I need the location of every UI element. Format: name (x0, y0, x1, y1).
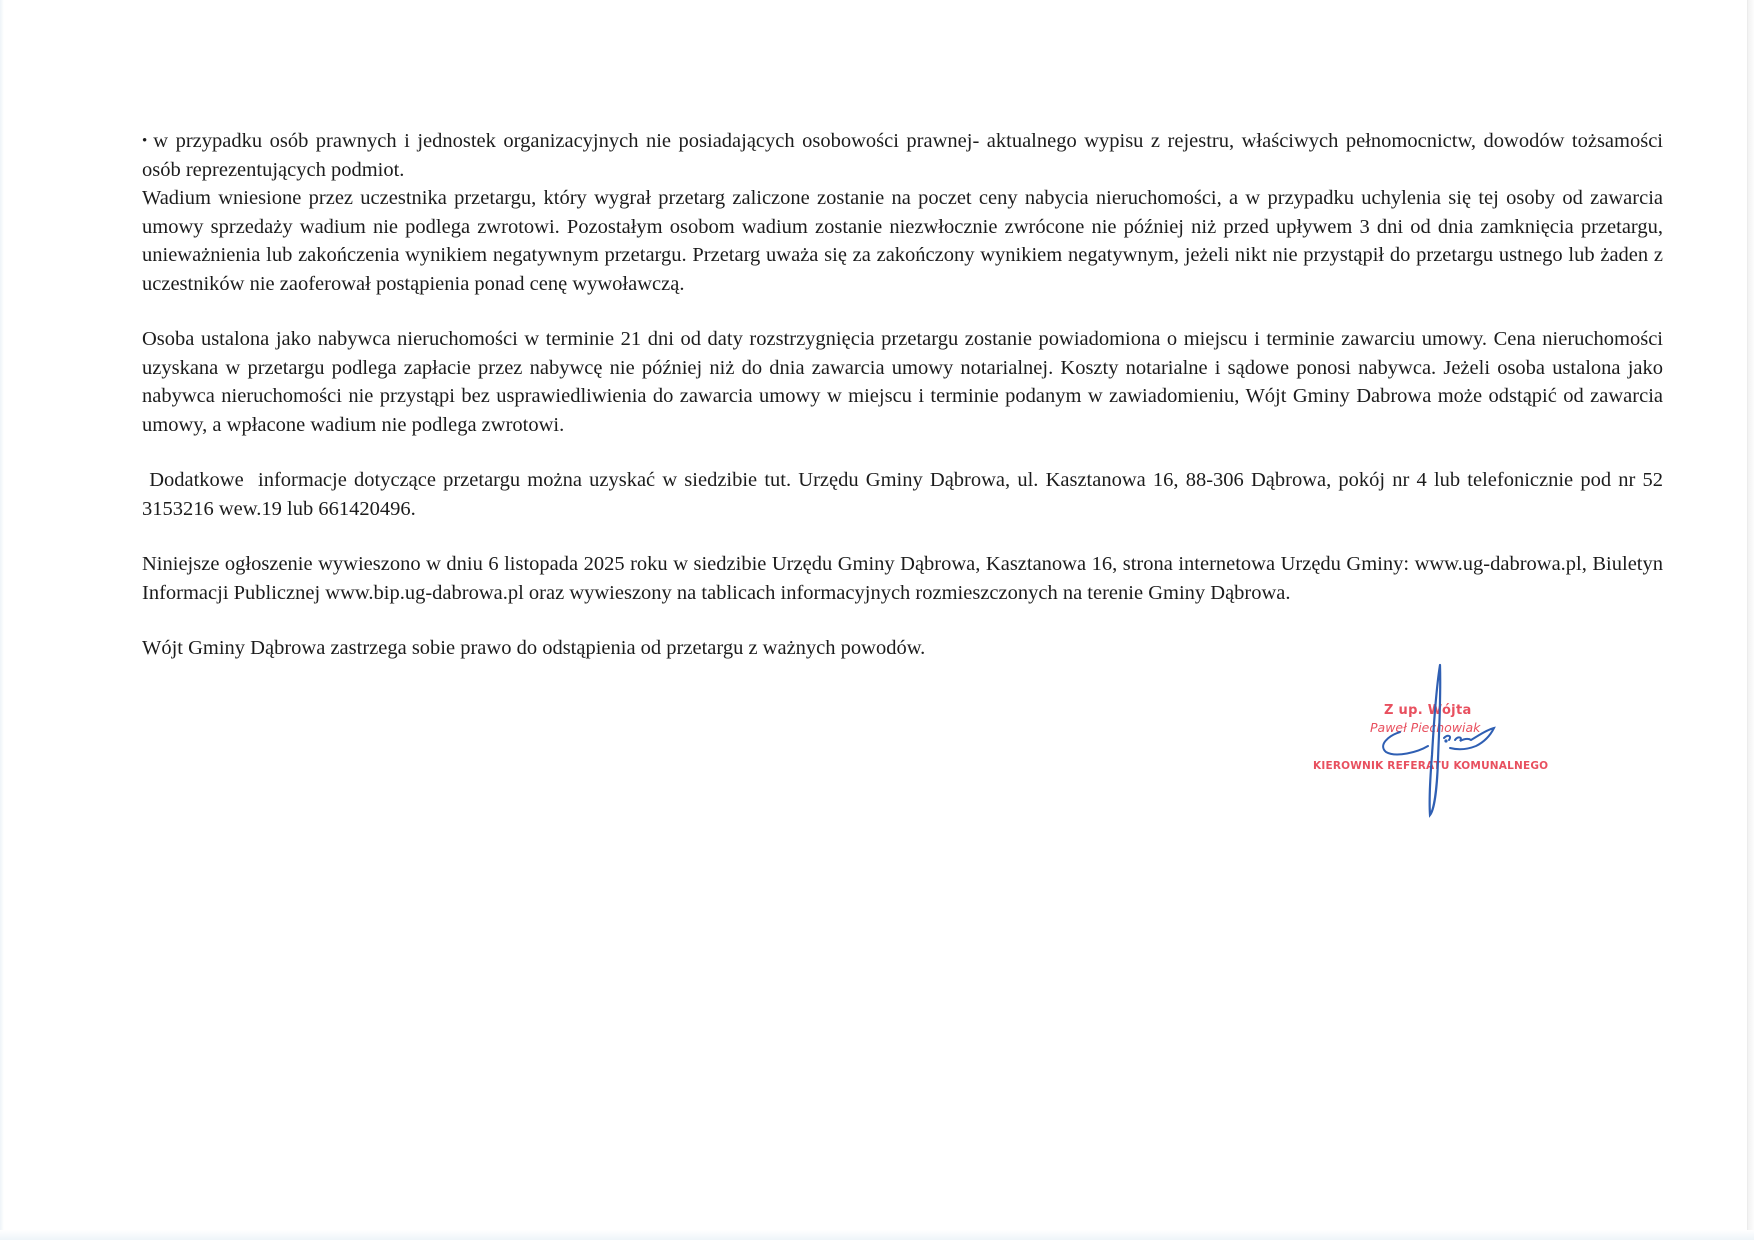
contact-info-paragraph: Dodatkowe informacje dotyczące przetargu można uzyskać w siedzibie tut. Urzędu Gminy Dąbrowa, ul. Kasztanowa 16, 88-306 Dąbrowa, pokój nr 4 lub telefonicznie pod nr 52 3153216 wew.19 lub 661420496. (142, 469, 1669, 520)
stamp-title: Z up. Wójta (1384, 703, 1472, 718)
wadium-paragraph: Wadium wniesione przez uczestnika przetargu, który wygrał przetarg zaliczone zostanie na poczet ceny nabycia nieruchomości, a w przypadku uchylenia się tej osoby od zawarcia umowy sprzedaży wadium nie podlega zwrotowi. Pozostałym osobom wadium zostanie niezwłocznie zwrócone nie później niż przed upływem 3 dni od dnia zamknięcia przetargu, unieważnienia lub zakończenia wynikiem negatywnym przetargu. Przetarg uważa się za zakończony wynikiem negatywnym, jeżeli nikt nie przystąpił do przetargu ustnego lub żaden z uczestników nie zaoferował postąpienia ponad cenę wywoławczą. (142, 187, 1663, 295)
handwritten-signature-icon (1308, 660, 1558, 820)
nabywca-paragraph: Osoba ustalona jako nabywca nieruchomości w terminie 21 dni od daty rozstrzygnięcia przetargu zostanie powiadomiona o miejscu i terminie zawarciu umowy. Cena nieruchomości uzyskana w przetargu podlega zapłacie przez nabywcę nie później niż do dnia zawarcia umowy notarialnej. Koszty notarialne i sądowe ponosi nabywca. Jeżeli osoba ustalona jako nabywca nieruchomości nie przystąpi bez usprawiedliwienia do zawarcia umowy w miejscu i terminie podanym w zawiadomieniu, Wójt Gminy Dabrowa może odstąpić od zawarcia umowy, a wpłacone wadium nie podlega zwrotowi. (142, 328, 1663, 436)
scan-edge-left (0, 0, 4, 1240)
scan-edge-bottom (0, 1230, 1754, 1240)
document-body (142, 127, 1669, 663)
requirements-bullet-text: w przypadku osób prawnych i jednostek organizacyjnych nie posiadających osobowości prawnej- aktualnego wypisu z rejestru, właściwych pełnomocnictw, dowodów tożsamości osób reprezentujących podmiot. (142, 130, 1663, 181)
requirements-bullet-paragraph (142, 127, 1663, 184)
stamp-name: Paweł Piechowiak (1370, 720, 1481, 735)
bullet-icon: • (142, 133, 148, 149)
signature-stamp (1308, 660, 1558, 820)
announcement-paragraph: Niniejsze ogłoszenie wywieszono w dniu 6 listopada 2025 roku w siedzibie Urzędu Gminy Dąbrowa, Kasztanowa 16, strona internetowa Urzędu Gminy: www.ug-dabrowa.pl, Biuletyn Informacji Publicznej www.bip.ug-dabrowa.pl oraz wywieszony na tablicach informacyjnych rozmieszczonych na terenie Gminy Dąbrowa. (142, 553, 1663, 604)
scan-edge-right (1747, 0, 1754, 1240)
stamp-role: KIEROWNIK REFERATU KOMUNALNEGO (1313, 760, 1549, 772)
reservation-paragraph: Wójt Gminy Dąbrowa zastrzega sobie prawo do odstąpienia od przetargu z ważnych powodów. (142, 637, 926, 659)
